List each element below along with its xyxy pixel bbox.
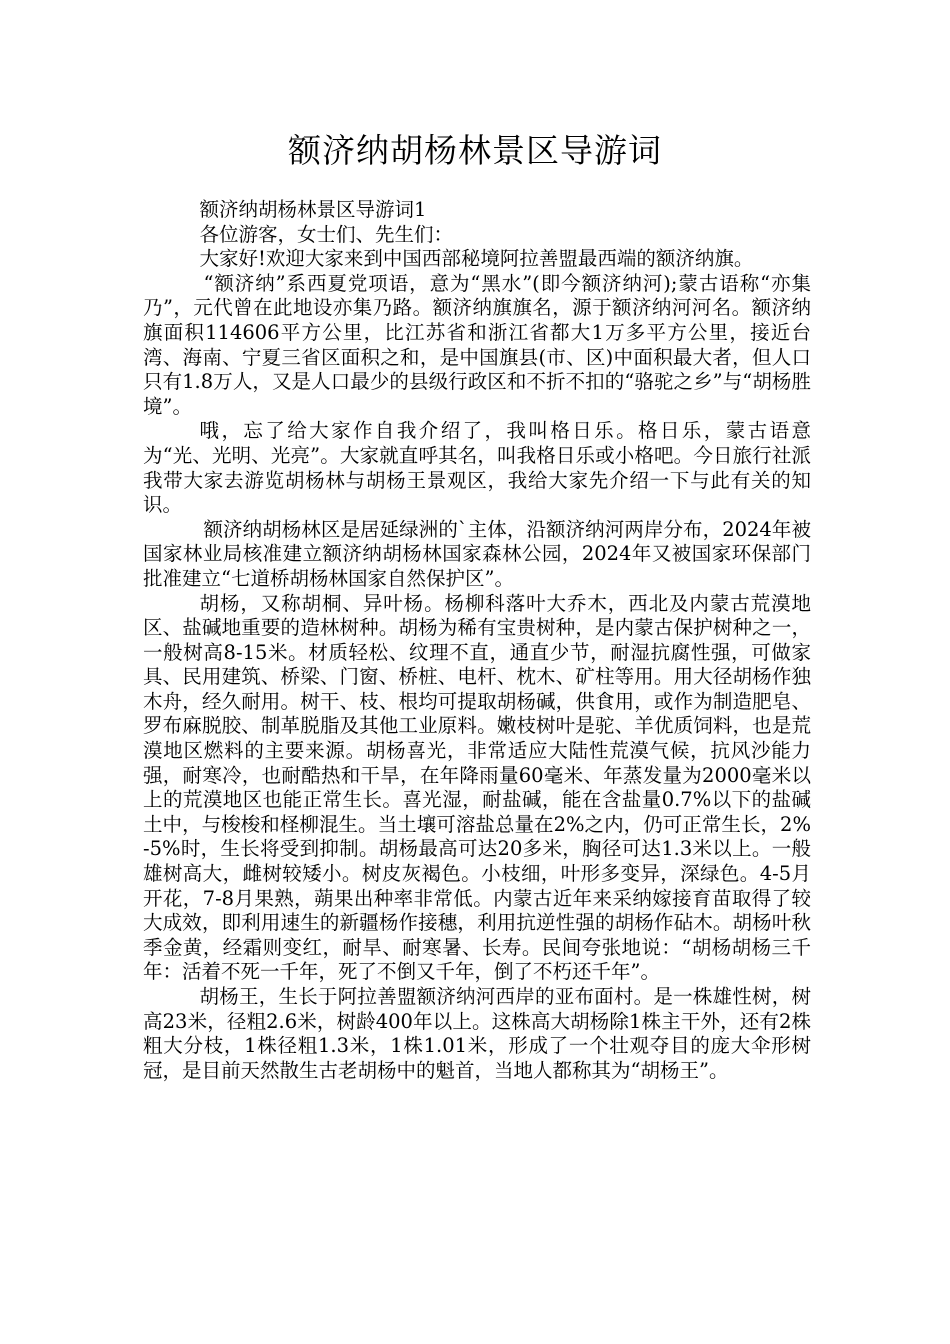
subheading: 额济纳胡杨林景区导游词1 xyxy=(199,198,427,221)
paragraph-populus: 胡杨，又称胡桐、异叶杨。杨柳科落叶大乔木，西北及内蒙古荒漠地区、盐碱地重要的造林树种。胡杨为稀有宝贵树种，是内蒙古保护树种之一，一般树高8-15米。材质轻松、纹理不直，通直少节，耐湿抗腐性强，可做家具、民用建筑、桥梁、门窗、桥桩、电杆、枕木、矿柱等用。用大径胡杨作独木舟，经久耐用。树干、枝、根均可提取胡杨碱，供食用，或作为制造肥皂、罗布麻脱胶、制革脱脂及其他工业原料。嫩枝树叶是驼、羊优质饲料，也是荒漠地区燃料的主要来源。胡杨喜光，非常适应大陆性荒漠气候，抗风沙能力强，耐寒冷，也耐酷热和干旱，在年降雨量60毫米、年蒸发量为2000毫米以上的荒漠地区也能正常生长。喜光湿，耐盐碱，能在含盐量0.7%以下的盐碱土中，与梭梭和柽柳混生。当土壤可溶盐总量在2%之内，仍可正常生长，2%-5%时，生长将受到抑制。胡杨最高可达20多米，胸径可达1.3米以上。一般雄树高大，雌树较矮小。树皮灰褐色。小枝细，叶形多变异，深绿色。4-5月开花，7-8月果熟，蒴果出种率非常低。内蒙古近年来采纳嫁接育苗取得了较大成效，即利用速生的新疆杨作接穗，利用抗逆性强的胡杨作砧木。胡杨叶秋季金黄，经霜则变红，耐旱、耐寒暑、长寿。民间夸张地说：“胡杨胡杨三千年：活着不死一千年，死了不倒又千年，倒了不朽还千年”。 xyxy=(143,591,811,984)
paragraph-self-intro: 哦，忘了给大家作自我介绍了，我叫格日乐。格日乐，蒙古语意为“光、光明、光亮”。大家就直呼其名，叫我格日乐或小格吧。今日旅行社派我带大家去游览胡杨林与胡杨王景观区，我给大家先介绍一下与此有关的知识。 xyxy=(143,419,811,517)
document-title: 额济纳胡杨林景区导游词 xyxy=(288,131,662,170)
greeting: 各位游客，女士们、先生们： xyxy=(199,222,454,246)
paragraph-forest-area: 额济纳胡杨林区是居延绿洲的`主体，沿额济纳河两岸分布，2024年被国家林业局核准建立额济纳胡杨林国家森林公园，2024年又被国家环保部门批准建立“七道桥胡杨林国家自然保护区”。 xyxy=(143,517,811,590)
document-body xyxy=(143,198,811,1083)
paragraph-welcome: 大家好!欢迎大家来到中国西部秘境阿拉善盟最西端的额济纳旗。 xyxy=(199,247,754,271)
paragraph-ejina-name: “额济纳”系西夏党项语，意为“黑水”(即今额济纳河);蒙古语称“亦集乃”，元代曾在此地设亦集乃路。额济纳旗旗名，源于额济纳河河名。额济纳旗面积114606平方公里，比江苏省和浙江省都大1万多平方公里，接近台湾、海南、宁夏三省区面积之和，是中国旗县(市、区)中面积最大者，但人口只有1.8万人，又是人口最少的县级行政区和不折不扣的“骆驼之乡”与“胡杨胜境”。 xyxy=(143,271,811,418)
paragraph-king-tree: 胡杨王，生长于阿拉善盟额济纳河西岸的亚布面村。是一株雄性树，树高23米，径粗2.6米，树龄400年以上。这株高大胡杨除1株主干外，还有2株粗大分枝，1株径粗1.3米，1株1.01米，形成了一个壮观夺目的庞大伞形树冠，是目前天然散生古老胡杨中的魁首，当地人都称其为“胡杨王”。 xyxy=(143,985,811,1082)
